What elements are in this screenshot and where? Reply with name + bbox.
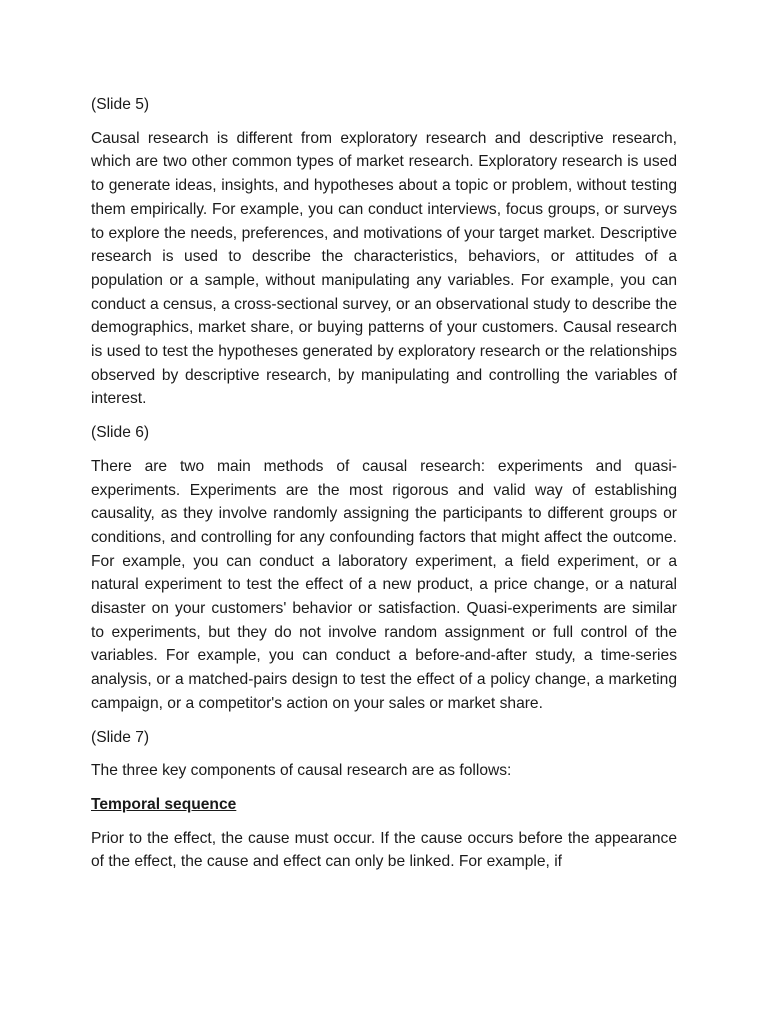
- slide-5-paragraph: Causal research is different from exploratory research and descriptive research, which are two other common types of market research. Exploratory research is used to generate ideas, insights, and hypotheses about a topic or problem, without testing them empirically. For example, you can conduct interviews, focus groups, or surveys to explore the needs, preferences, and motivations of your target market. Descriptive research is used to describe the characteristics, behaviors, or attitudes of a population or a sample, without manipulating any variables. For example, you can conduct a census, a cross-sectional survey, or an observational study to describe the demographics, market share, or buying patterns of your customers. Causal research is used to test the hypotheses generated by exploratory research or the relationships observed by descriptive research, by manipulating and controlling the variables of interest.: [91, 129, 677, 408]
- slide-7-label: (Slide 7): [91, 728, 150, 746]
- slide-7-intro: The three key components of causal research are as follows:: [91, 762, 512, 780]
- slide-6-paragraph: There are two main methods of causal research: experiments and quasi-experiments. Experiments are the most rigorous and valid way of establishing causality, as they involve randomly assigning the participants to different groups or conditions, and controlling for any confounding factors that might affect the outcome. For example, you can conduct a laboratory experiment, a field experiment, or a natural experiment to test the effect of a new product, a price change, or a natural disaster on your customers' behavior or satisfaction. Quasi-experiments are similar to experiments, but they do not involve random assignment or full control of the variables. For example, you can conduct a before-and-after study, a time-series analysis, or a matched-pairs design to test the effect of a policy change, a marketing campaign, or a competitor's action on your sales or market share.: [91, 457, 677, 712]
- slide-5-label: (Slide 5): [91, 96, 150, 113]
- document-body: [91, 93, 677, 884]
- temporal-sequence-paragraph: Prior to the effect, the cause must occur. If the cause occurs before the appearance of the effect, the cause and effect can only be linked. For example, if: [91, 829, 677, 871]
- temporal-sequence-heading: Temporal sequence: [91, 795, 237, 813]
- slide-6-label: (Slide 6): [91, 424, 150, 442]
